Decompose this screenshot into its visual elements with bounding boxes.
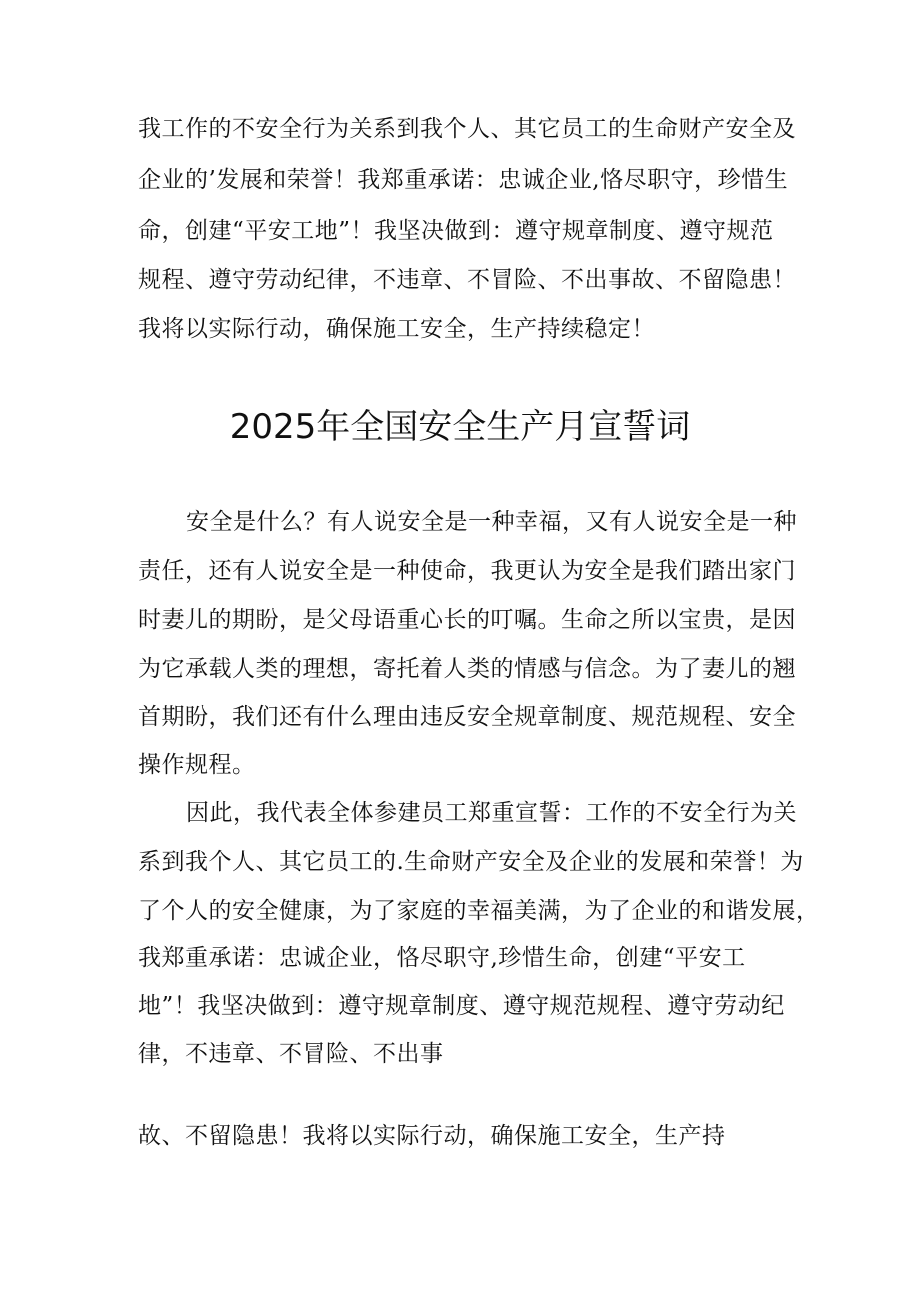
intro-line: 我工作的不安全行为关系到我个人、其它员工的生命财产安全及 [138,116,796,142]
paragraph-line: 地”！我坚决做到：遵守规章制度、遵守规范规程、遵守劳动纪 [138,993,785,1019]
intro-line: 我将以实际行动，确保施工安全，生产持续稳定！ [138,316,655,342]
intro-line: 企业的’发展和荣誉！我郑重承诺：忠诚企业,恪尽职守，珍惜生 [138,167,789,193]
paragraph-line: 操作规程。 [138,752,256,778]
paragraph-line: 律，不违章、不冒险、不出事 [138,1041,444,1067]
paragraph-line: 我郑重承诺：忠诚企业，恪尽职守,珍惜生命，创建“平安工 [138,945,746,971]
paragraph-line: 系到我个人、其它员工的.生命财产安全及企业的发展和荣誉！为 [138,849,804,875]
trailing-line: 故、不留隐患！我将以实际行动，确保施工安全，生产持 [138,1123,726,1149]
intro-line: 规程、遵守劳动纪律，不违章、不冒险、不出事故、不留隐患！ [138,267,796,293]
paragraph-line: 责任，还有人说安全是一种使命，我更认为安全是我们踏出家门 [138,558,796,584]
paragraph-line: 因此，我代表全体参建员工郑重宣誓：工作的不安全行为关 [186,800,797,826]
paragraph-line: 首期盼，我们还有什么理由违反安全规章制度、规范规程、安全 [138,704,796,730]
page-title: 2025年全国安全生产月宣誓词 [229,407,691,447]
intro-line: 命，创建“平安工地”！我坚决做到：遵守规章制度、遵守规范 [138,218,774,244]
paragraph-line: 为它承载人类的理想，寄托着人类的情感与信念。为了妻儿的翘 [138,656,796,682]
paragraph-line: 安全是什么？有人说安全是一种幸福，又有人说安全是一种 [186,509,797,535]
paragraph-line: 了个人的安全健康，为了家庭的幸福美满，为了企业的和谐发展， [138,898,820,924]
paragraph-line: 时妻儿的期盼，是父母语重心长的叮嘱。生命之所以宝贵，是因 [138,607,796,633]
